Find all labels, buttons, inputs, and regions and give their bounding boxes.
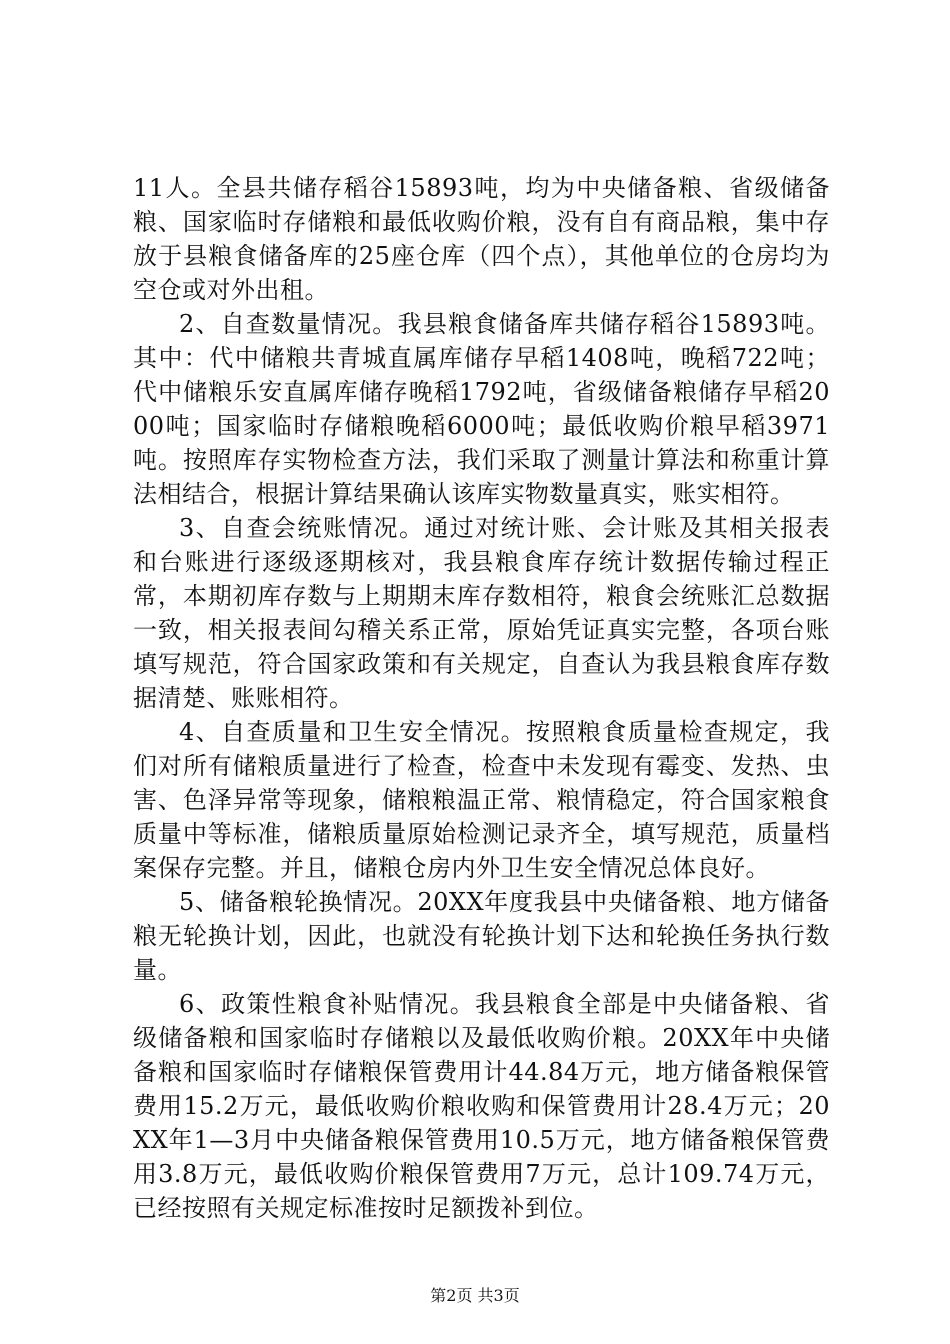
paragraph-quantity-check: 2、自查数量情况。我县粮食储备库共储存稻谷15893吨。其中：代中储粮共青城直属库储存早稻1408吨，晚稻722吨；代中储粮乐安直属库储存晚稻1792吨，省级储备粮储存早稻2000吨；国家临时存储粮晚稻6000吨；最低收购价粮早稻3971吨。按照库存实物检查方法，我们采取了测量计算法和称重计算法相结合，根据计算结果确认该库实物数量真实，账实相符。: [133, 310, 830, 508]
paragraph-quality-safety-check: 4、自查质量和卫生安全情况。按照粮食质量检查规定，我们对所有储粮质量进行了检查，检查中未发现有霉变、发热、虫害、色泽异常等现象，储粮粮温正常、粮情稳定，符合国家粮食质量中等标准，储粮质量原始检测记录齐全，填写规范，质量档案保存完整。并且，储粮仓房内外卫生安全情况总体良好。: [133, 718, 830, 882]
paragraph-continuation: 11人。全县共储存稻谷15893吨，均为中央储备粮、省级储备粮、国家临时存储粮和最低收购价粮，没有自有商品粮，集中存放于县粮食储备库的25座仓库（四个点），其他单位的仓房均为空仓或对外出租。: [133, 174, 830, 304]
document-body: [133, 171, 830, 1225]
page-number-footer: 第2页 共3页: [430, 1286, 520, 1305]
paragraph-rotation: 5、储备粮轮换情况。20XX年度我县中央储备粮、地方储备粮无轮换计划，因此，也就没有轮换计划下达和轮换任务执行数量。: [133, 888, 830, 984]
paragraph-subsidy: 6、政策性粮食补贴情况。我县粮食全部是中央储备粮、省级储备粮和国家临时存储粮以及最低收购价粮。20XX年中央储备粮和国家临时存储粮保管费用计44.84万元，地方储备粮保管费用15.2万元，最低收购价粮收购和保管费用计28.4万元；20XX年1—3月中央储备粮保管费用10.5万元，地方储备粮保管费用3.8万元，最低收购价粮保管费用7万元，总计109.74万元，已经按照有关规定标准按时足额拨补到位。: [133, 990, 830, 1222]
paragraph-accounts-check: 3、自查会统账情况。通过对统计账、会计账及其相关报表和台账进行逐级逐期核对，我县粮食库存统计数据传输过程正常，本期初库存数与上期期末库存数相符，粮食会统账汇总数据一致，相关报表间勾稽关系正常，原始凭证真实完整，各项台账填写规范，符合国家政策和有关规定，自查认为我县粮食库存数据清楚、账账相符。: [133, 514, 830, 712]
